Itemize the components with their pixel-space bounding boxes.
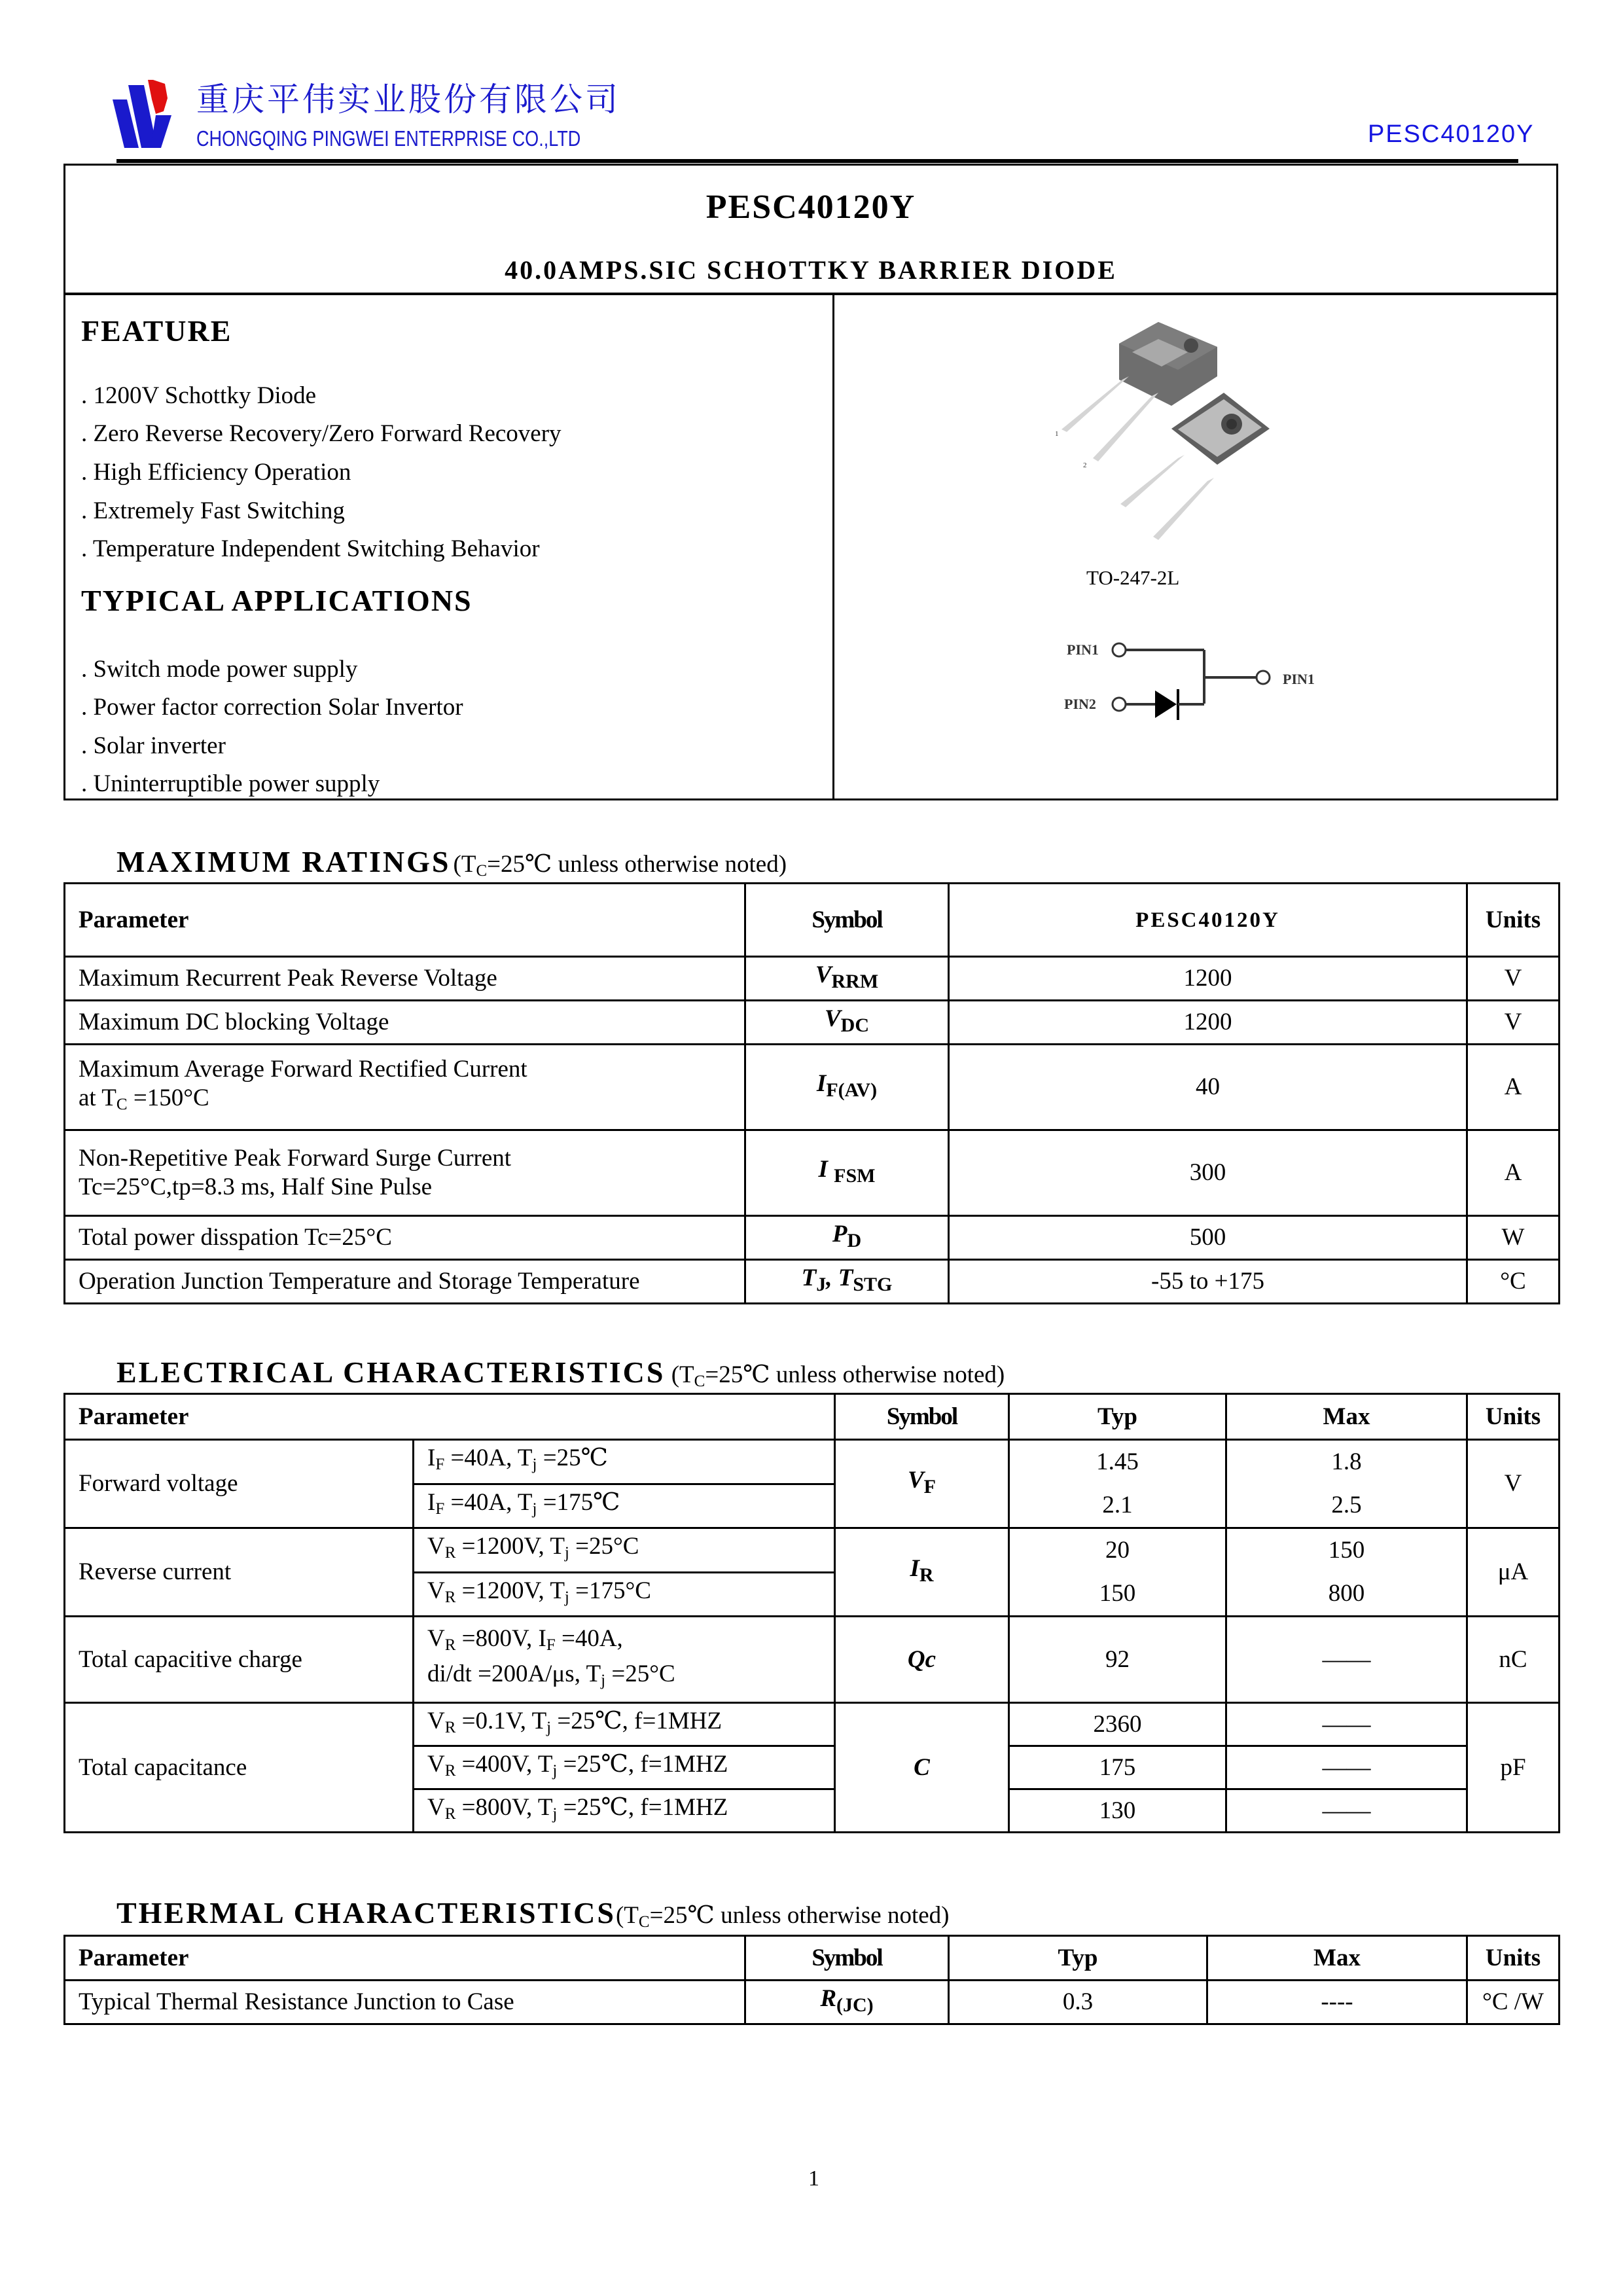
feature-item: . High Efficiency Operation	[81, 459, 351, 486]
page-number: 1	[808, 2166, 819, 2191]
value-cell: 300	[949, 1130, 1467, 1216]
table-row	[65, 1617, 1560, 1703]
header-parameter: Parameter	[65, 1936, 745, 1981]
table-row	[65, 1001, 1560, 1045]
table-row	[65, 1440, 1560, 1484]
thermal-heading: THERMAL CHARACTERISTICS	[116, 1896, 616, 1929]
applications-heading: TYPICAL APPLICATIONS	[81, 584, 473, 617]
circuit-pin1-left: PIN1	[1067, 641, 1099, 658]
param-cell: Typical Thermal Resistance Junction to Case	[65, 1981, 745, 2024]
typ-cell: 175	[1009, 1746, 1226, 1789]
feature-heading: FEATURE	[81, 314, 232, 348]
units-cell: A	[1467, 1130, 1560, 1216]
symbol-cell: $P_D$	[745, 1216, 949, 1260]
param-cell: Maximum Recurrent Peak Reverse Voltage	[65, 957, 745, 1001]
package-label: TO-247-2L	[1086, 566, 1180, 589]
param-cell: Total capacitance	[65, 1703, 414, 1833]
feature-item: . 1200V Schottky Diode	[81, 382, 317, 409]
max-cell: ——	[1226, 1703, 1467, 1746]
units-cell: °C	[1467, 1260, 1560, 1304]
condition-cell: $I_F =40A$, $T_j$ =25℃	[414, 1440, 835, 1484]
application-item: . Uninterruptible power supply	[81, 770, 380, 797]
diode-icon	[1155, 691, 1177, 718]
document-title: PESC40120Y	[705, 188, 916, 226]
units-cell: V	[1467, 957, 1560, 1001]
max-cell: 1.8 2.5	[1226, 1440, 1467, 1528]
max-cell: 150 800	[1226, 1528, 1467, 1617]
table-row	[65, 1528, 1560, 1573]
units-cell: μA	[1467, 1528, 1560, 1617]
title-divider	[65, 293, 1556, 295]
typ-cell: 20 150	[1009, 1528, 1226, 1617]
param-cell: Operation Junction Temperature and Storage Temperature	[65, 1260, 745, 1304]
feature-item: . Zero Reverse Recovery/Zero Forward Recovery	[81, 420, 562, 447]
feature-item: . Temperature Independent Switching Behavior	[81, 535, 540, 562]
terminal-icon	[1113, 643, 1126, 656]
header-parameter: Parameter	[65, 884, 745, 957]
condition-cell: $V_R =1200V$, $T_j =175^\circ C$	[414, 1572, 835, 1617]
thermal-title	[116, 1895, 949, 1931]
param-cell: Maximum Average Forward Rectified Current at $T_C =150^\circ C$	[65, 1045, 745, 1130]
header-part-number: PESC40120Y	[1368, 120, 1535, 148]
circuit-pin2-left: PIN2	[1064, 696, 1096, 712]
condition-cell: $V_R =800V$, $I_F =40A$, di/dt =200A/μs, $T_j =25^\circ C$	[414, 1617, 835, 1703]
symbol-cell: $I_{F(AV)}$	[745, 1045, 949, 1130]
table-header-row	[65, 1394, 1560, 1440]
header-max: Max	[1226, 1394, 1467, 1440]
condition-cell: $I_F =40A$, $T_j$ =175℃	[414, 1484, 835, 1528]
typ-cell: 0.3	[949, 1981, 1207, 2024]
typ-cell: 130	[1009, 1789, 1226, 1833]
column-divider	[832, 294, 834, 800]
thermal-note: ($T_C=25℃$ unless otherwise noted)	[615, 1902, 950, 1931]
electrical-table	[63, 1393, 1560, 1833]
param-cell: Total capacitive charge	[65, 1617, 414, 1703]
company-logo-icon	[113, 80, 191, 153]
table-header-row	[65, 884, 1560, 957]
terminal-icon	[1113, 698, 1126, 711]
application-item: . Power factor correction Solar Invertor	[81, 694, 463, 721]
symbol-cell: $I_R$	[835, 1528, 1009, 1617]
electrical-note: ($T_C=25℃$ unless otherwise noted)	[665, 1361, 1005, 1390]
table-row	[65, 1130, 1560, 1216]
header-units: Units	[1467, 1394, 1560, 1440]
symbol-cell: $V_{RRM}$	[745, 957, 949, 1001]
typ-cell: 2360	[1009, 1703, 1226, 1746]
param-cell: Forward voltage	[65, 1440, 414, 1528]
units-cell: °C /W	[1467, 1981, 1560, 2024]
param-cell: Maximum DC blocking Voltage	[65, 1001, 745, 1045]
header-symbol: Symbol	[835, 1394, 1009, 1440]
header-divider	[116, 159, 1518, 163]
value-cell: 40	[949, 1045, 1467, 1130]
header-units: Units	[1467, 1936, 1560, 1981]
max-cell: ——	[1226, 1789, 1467, 1833]
param-cell: Reverse current	[65, 1528, 414, 1617]
symbol-cell: I $_{FSM}$	[745, 1130, 949, 1216]
pin-label-1: 1	[1055, 430, 1059, 438]
symbol-cell: $R_{(JC)}$	[745, 1981, 949, 2024]
table-row	[65, 1981, 1560, 2024]
table-row	[65, 1216, 1560, 1260]
header-max: Max	[1207, 1936, 1467, 1981]
application-item: . Switch mode power supply	[81, 656, 358, 683]
table-row	[65, 1703, 1560, 1746]
header-symbol: Symbol	[745, 1936, 949, 1981]
max-ratings-table	[63, 882, 1560, 1304]
header-symbol: Symbol	[745, 884, 949, 957]
to247-package-image	[1021, 308, 1315, 556]
header-typ: Typ	[1009, 1394, 1226, 1440]
symbol-cell: Qc	[835, 1617, 1009, 1703]
company-name-chinese: 重庆平伟实业股份有限公司	[196, 81, 620, 118]
symbol-cell: $V_F$	[835, 1440, 1009, 1528]
thermal-table	[63, 1935, 1560, 2025]
units-cell: V	[1467, 1001, 1560, 1045]
symbol-cell: C	[835, 1703, 1009, 1833]
max-ratings-note: ($T_C=25℃$ unless otherwise noted)	[453, 851, 787, 880]
condition-cell: $V_R =1200V$, $T_j =25^\circ C$	[414, 1528, 835, 1573]
condition-cell: $V_R =0.1V$, $T_j$ =25℃, f=1MHZ	[414, 1703, 835, 1746]
condition-cell: $V_R =800V$, $T_j$ =25℃, f=1MHZ	[414, 1789, 835, 1833]
param-cell: Non-Repetitive Peak Forward Surge Current Tc=25°C,tp=8.3 ms, Half Sine Pulse	[65, 1130, 745, 1216]
max-cell: ——	[1226, 1746, 1467, 1789]
terminal-icon	[1257, 671, 1270, 684]
company-name-english: CHONGQING PINGWEI ENTERPRISE CO.,LTD	[196, 126, 581, 151]
units-cell: A	[1467, 1045, 1560, 1130]
condition-cell: $V_R =400V$, $T_j$ =25℃, f=1MHZ	[414, 1746, 835, 1789]
electrical-heading: ELECTRICAL CHARACTERISTICS	[116, 1355, 666, 1389]
electrical-title	[116, 1355, 1005, 1391]
application-item: . Solar inverter	[81, 732, 226, 759]
header-units: Units	[1467, 884, 1560, 957]
circuit-diagram	[1060, 625, 1342, 736]
header-value: PESC40120Y	[949, 884, 1467, 957]
units-cell: W	[1467, 1216, 1560, 1260]
param-cell: Total power disspation Tc=25°C	[65, 1216, 745, 1260]
symbol-cell: $T_J$, $T_{STG}$	[745, 1260, 949, 1304]
typ-cell: 1.45 2.1	[1009, 1440, 1226, 1528]
table-header-row	[65, 1936, 1560, 1981]
value-cell: 1200	[949, 1001, 1467, 1045]
table-row	[65, 957, 1560, 1001]
typ-cell: 92	[1009, 1617, 1226, 1703]
header-typ: Typ	[949, 1936, 1207, 1981]
document-subtitle: 40.0AMPS.SIC SCHOTTKY BARRIER DIODE	[505, 255, 1117, 285]
max-cell: ——	[1226, 1617, 1467, 1703]
max-cell: ----	[1207, 1981, 1467, 2024]
table-row	[65, 1260, 1560, 1304]
header-parameter: Parameter	[65, 1394, 835, 1440]
units-cell: V	[1467, 1440, 1560, 1528]
value-cell: 1200	[949, 957, 1467, 1001]
table-row	[65, 1045, 1560, 1130]
feature-item: . Extremely Fast Switching	[81, 497, 345, 524]
circuit-pin1-right: PIN1	[1283, 671, 1315, 687]
value-cell: 500	[949, 1216, 1467, 1260]
max-ratings-heading: MAXIMUM RATINGS	[116, 845, 451, 878]
units-cell: pF	[1467, 1703, 1560, 1833]
units-cell: nC	[1467, 1617, 1560, 1703]
value-cell: -55 to +175	[949, 1260, 1467, 1304]
pin-label-2: 2	[1083, 461, 1087, 469]
max-ratings-title	[116, 844, 787, 880]
symbol-cell: $V_{DC}$	[745, 1001, 949, 1045]
